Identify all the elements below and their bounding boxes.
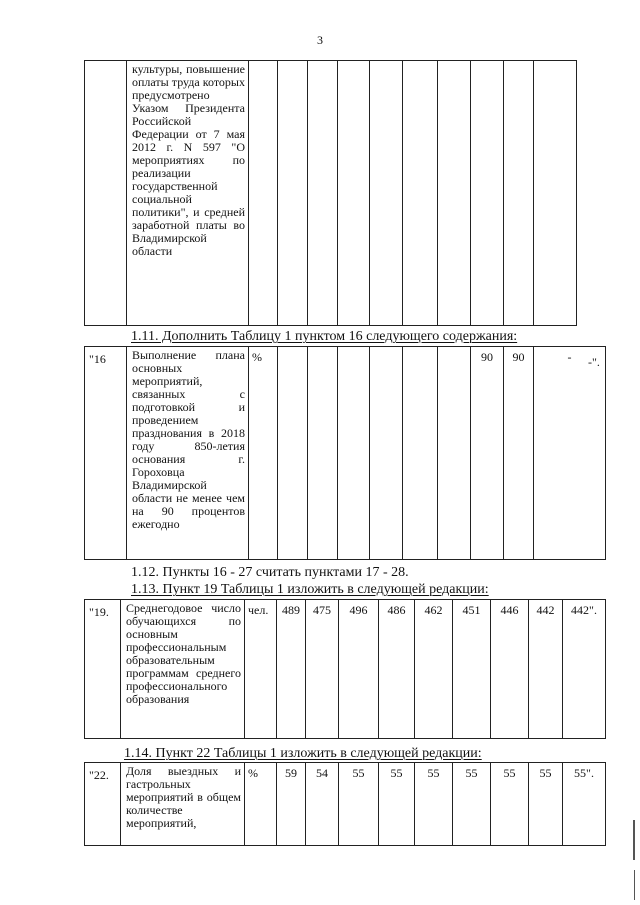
table-row-16 [84, 346, 606, 560]
value-cell: 55 [379, 763, 415, 846]
row-number: "19. [85, 600, 121, 739]
paragraph-1-12: 1.12. Пункты 16 - 27 считать пунктами 17 - 28. [131, 565, 409, 580]
value-cell [370, 347, 403, 560]
table-row [85, 763, 606, 846]
table-row-22 [84, 762, 606, 846]
scan-edge-mark [633, 820, 635, 860]
value-cell: 90 [471, 347, 504, 560]
value-cell: 442 [529, 600, 563, 739]
num-cell [85, 61, 127, 326]
value-cell [308, 347, 338, 560]
value-cell: 55 [415, 763, 453, 846]
value-cell: 475 [306, 600, 339, 739]
row-number: "16 [85, 347, 127, 560]
table-row [85, 61, 577, 326]
value-cell: 446 [491, 600, 529, 739]
value-cell [403, 347, 438, 560]
value-cell: 486 [379, 600, 415, 739]
value-cell: 489 [277, 600, 306, 739]
value-cell [278, 347, 308, 560]
unit-cell: % [249, 347, 278, 560]
unit-cell: % [245, 763, 277, 846]
table-row-19 [84, 599, 606, 739]
value-cell: 442". [563, 600, 606, 739]
row-16-last-value: -". [588, 355, 600, 369]
scan-edge-mark [634, 870, 635, 900]
value-cell: 496 [339, 600, 379, 739]
value-cell: 451 [453, 600, 491, 739]
table-row [85, 347, 606, 560]
value-cell: 462 [415, 600, 453, 739]
value-cell: 55 [491, 763, 529, 846]
unit-cell: чел. [245, 600, 277, 739]
table-continuation [84, 60, 577, 326]
description-cell: культуры, повышение оплаты труда которых предусмотрено Указом Президента Российской Федерации от 7 мая 2012 г. N 597 "О мероприятиях по реализации государственной социальной политики", и средней заработной платы во Владимирской области [127, 61, 249, 326]
value-cell: 90 [504, 347, 534, 560]
value-cell: 55". [563, 763, 606, 846]
value-cell: 55 [339, 763, 379, 846]
value-cell: 59 [277, 763, 306, 846]
value-cell [438, 347, 471, 560]
paragraph-1-11: 1.11. Дополнить Таблицу 1 пунктом 16 следующего содержания: [131, 329, 518, 344]
page-number: 3 [317, 33, 323, 47]
paragraph-1-14: 1.14. Пункт 22 Таблицы 1 изложить в следующей редакции: [124, 746, 482, 761]
description-cell: Доля выездных и гастрольных мероприятий в общем количестве мероприятий, [121, 763, 245, 846]
paragraph-1-13: 1.13. Пункт 19 Таблицы 1 изложить в следующей редакции: [131, 582, 489, 597]
value-cell: 55 [529, 763, 563, 846]
value-cell: - [534, 347, 606, 560]
description-cell: Выполнение плана основных мероприятий, связанных с подготовкой и проведением празднования в 2018 году 850-летия основания г. Гороховца Владимирской области не менее чем на 90 процентов ежегодно [127, 347, 249, 560]
row-number: "22. [85, 763, 121, 846]
value-cell: 54 [306, 763, 339, 846]
value-cell [338, 347, 370, 560]
description-cell: Среднегодовое число обучающихся по основным профессиональным образовательным программам среднего профессионального образования [121, 600, 245, 739]
table-row [85, 600, 606, 739]
value-cell: 55 [453, 763, 491, 846]
